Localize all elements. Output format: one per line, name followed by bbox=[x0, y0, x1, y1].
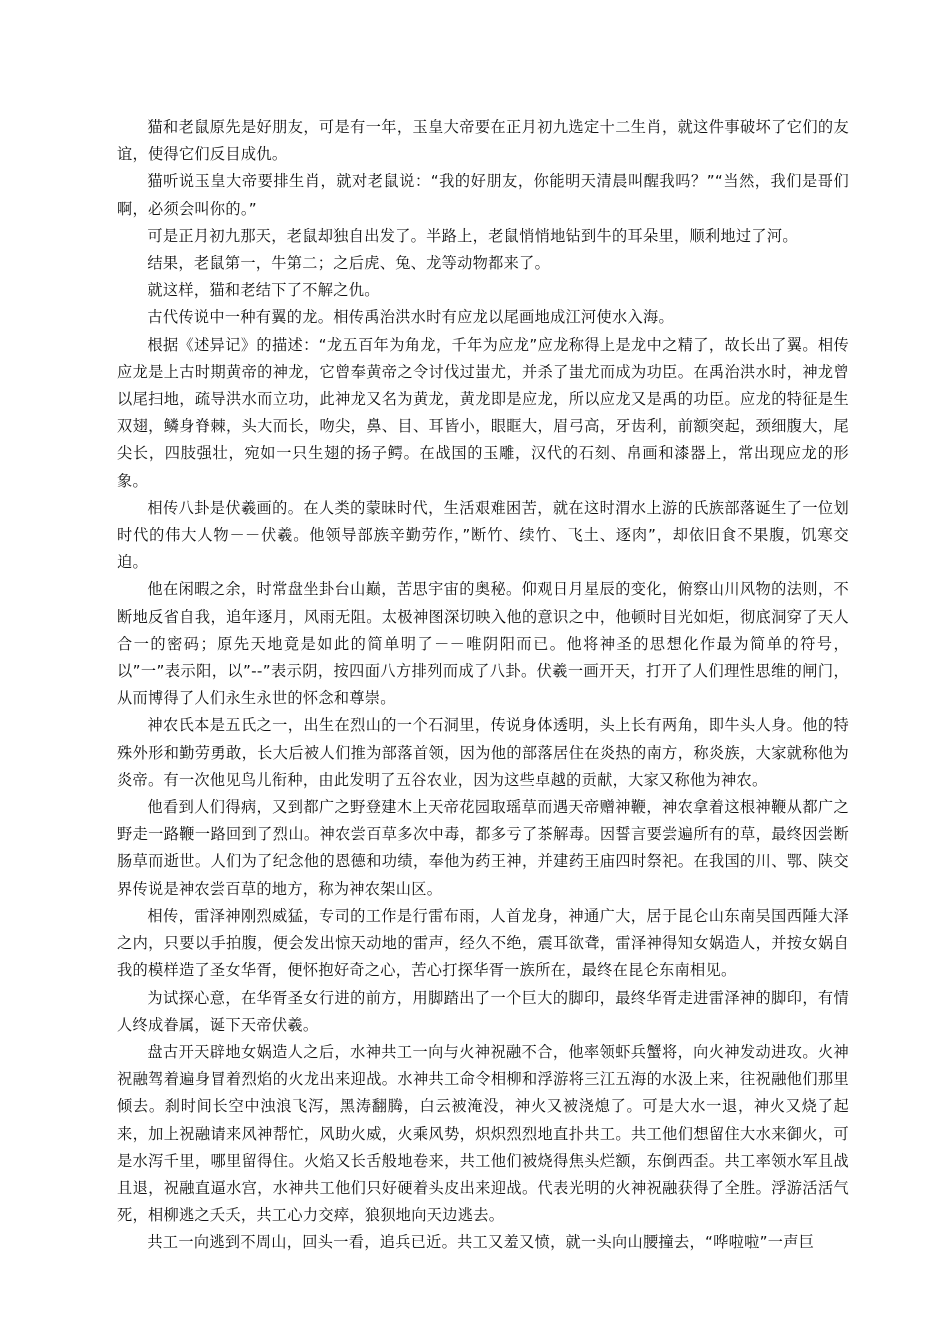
document-body bbox=[117, 114, 849, 1257]
paragraph-cat-mouse-friends: 猫和老鼠原先是好朋友，可是有一年，玉皇大帝要在正月初九选定十二生肖，就这件事破坏了它们的友谊，使得它们反目成仇。 bbox=[117, 118, 849, 164]
paragraph-fuxi-contemplation: 他在闲暇之余，时常盘坐卦台山巅，苦思宇宙的奥秘。仰观日月星辰的变化，俯察山川风物的法则，不断地反省自我，追年逐月，风雨无阻。太极神图深切映入他的意识之中，他顿时目光如炬，彻底洞穿了天人合一的密码；原先天地竟是如此的简单明了－－唯阴阳而已。他将神圣的思想化作最为简单的符号，以”一”表示阳，以”--”表示阴，按四面八方排列而成了八卦。伏羲一画开天，打开了人们理性思维的闸门，从而博得了人们永生永世的怀念和尊崇。 bbox=[117, 580, 849, 708]
paragraph-shennong-herbs: 他看到人们得病，又到都广之野登建木上天帝花园取瑶草而遇天帝赠神鞭，神农拿着这根神鞭从都广之野走一路鞭一路回到了烈山。神农尝百草多次中毒，都多亏了茶解毒。因誓言要尝遍所有的草，最终因尝断肠草而逝世。人们为了纪念他的恩德和功绩，奉他为药王神，并建药王庙四时祭祀。在我国的川、鄂、陕交界传说是神农尝百草的地方，称为神农架山区。 bbox=[117, 798, 849, 898]
paragraph-yinglong-description: 根据《述异记》的描述：“龙五百年为角龙，千年为应龙”应龙称得上是龙中之精了，故长出了翼。相传应龙是上古时期黄帝的神龙，它曾奉黄帝之令讨伐过蚩尤，并杀了蚩尤而成为功臣。在禹治洪水时，神龙曾以尾扫地，疏导洪水而立功，此神龙又名为黄龙，黄龙即是应龙，所以应龙又是禹的功臣。应龙的特征是生双翅，鳞身脊棘，头大而长，吻尖，鼻、目、耳皆小，眼眶大，眉弓高，牙齿利，前额突起，颈细腹大，尾尖长，四肢强壮，宛如一只生翅的扬子鳄。在战国的玉雕，汉代的石刻、帛画和漆器上，常出现应龙的形象。 bbox=[117, 335, 849, 490]
paragraph-mouse-leaves-alone: 可是正月初九那天，老鼠却独自出发了。半路上，老鼠悄悄地钻到牛的耳朵里，顺利地过了河。 bbox=[147, 226, 798, 245]
paragraph-cat-asks-mouse: 猫听说玉皇大帝要排生肖，就对老鼠说：“我的好朋友，你能明天清晨叫醒我吗？”“当然，我们是哥们啊，必须会叫你的。” bbox=[117, 172, 849, 218]
paragraph-zodiac-result: 结果，老鼠第一，牛第二；之后虎、兔、龙等动物都来了。 bbox=[147, 254, 551, 273]
paragraph-shennong-origin: 神农氏本是五氏之一，出生在烈山的一个石洞里，传说身体透明，头上长有两角，即牛头人身。他的特殊外形和勤劳勇敢，长大后被人们推为部落首领，因为他的部落居住在炎热的南方，称炎族，大家就称他为炎帝。有一次他见鸟儿衔种，由此发明了五谷农业，因为这些卓越的贡献，大家又称他为神农。 bbox=[117, 716, 849, 789]
paragraph-feud: 就这样，猫和老结下了不解之仇。 bbox=[147, 281, 380, 300]
paragraph-buzhou-mountain: 共工一向逃到不周山，回头一看，追兵已近。共工又羞又愤，就一头向山腰撞去，“哗啦啦”一声巨 bbox=[147, 1233, 815, 1252]
paragraph-yinglong-intro: 古代传说中一种有翼的龙。相传禹治洪水时有应龙以尾画地成江河使水入海。 bbox=[147, 308, 674, 327]
paragraph-gonggong-zhurong-war: 盘古开天辟地女娲造人之后，水神共工一向与火神祝融不合，他率领虾兵蟹将，向火神发动进攻。火神祝融驾着遍身冒着烈焰的火龙出来迎战。水神共工命令相柳和浮游将三江五海的水汲上来，往祝融他们那里倾去。刹时间长空中浊浪飞泻，黑涛翻腾，白云被淹没，神火又被浇熄了。可是大水一退，神火又烧了起来，加上祝融请来风神帮忙，风助火威，火乘风势，炽炽烈烈地直扑共工。共工他们想留住大水来御火，可是水泻千里，哪里留得住。火焰又长舌般地卷来，共工他们被烧得焦头烂额，东倒西歪。共工率领水军且战且退，祝融直逼水宫，水神共工他们只好硬着头皮出来迎战。代表光明的火神祝融获得了全胜。浮游活活气死，相柳逃之夭夭，共工心力交瘁，狼狈地向天边逃去。 bbox=[117, 1042, 849, 1225]
paragraph-thunder-god: 相传，雷泽神刚烈威猛，专司的工作是行雷布雨，人首龙身，神通广大，居于昆仑山东南吴国西陲大泽之内，只要以手拍腹，便会发出惊天动地的雷声，经久不绝，震耳欲聋，雷泽神得知女娲造人，并按女娲自我的模样造了圣女华胥，便怀抱好奇之心，苦心打探华胥一族所在，最终在昆仑东南相见。 bbox=[117, 906, 849, 980]
paragraph-huaxu-footprint: 为试探心意，在华胥圣女行进的前方，用脚踏出了一个巨大的脚印，最终华胥走进雷泽神的脚印，有情人终成眷属，诞下天帝伏羲。 bbox=[117, 988, 849, 1034]
paragraph-fuxi-bagua: 相传八卦是伏羲画的。在人类的蒙昧时代，生活艰难困苦，就在这时渭水上游的氏族部落诞生了一位划时代的伟大人物－－伏羲。他领导部族辛勤劳作，”断竹、续竹、飞土、逐肉”，却依旧食不果腹，饥寒交迫。 bbox=[117, 498, 849, 572]
